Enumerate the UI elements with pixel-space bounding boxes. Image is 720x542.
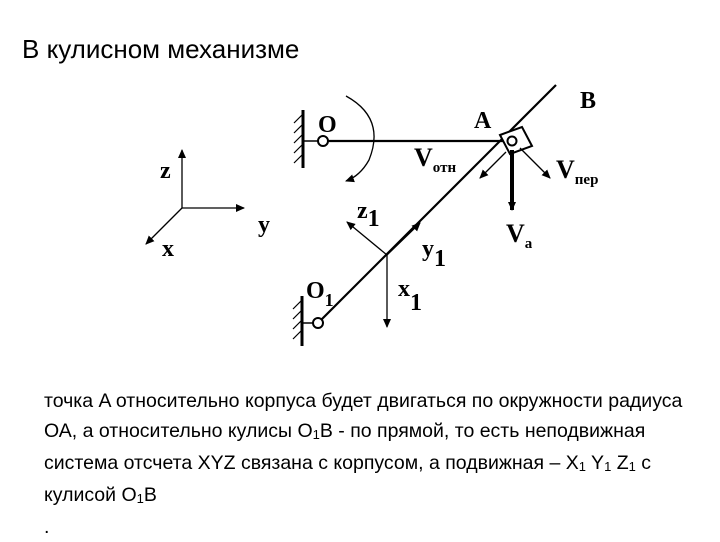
y1-label: y1 <box>422 236 446 272</box>
explanation-paragraph: точка A относительно корпуса будет двигаться по окружности радиуса ОА, а относительно кулисы $O_1B$ - по прямой, то есть неподвижная система отсчета XYZ связана с корпусом, а подвижная – $X_1$ $Y_1$ $Z_1$ с кулисой $O_1B$ . <box>44 390 683 538</box>
v-a-label: $V_a$ <box>506 219 533 252</box>
fixed-frame-xyz <box>146 150 270 262</box>
hinge-A <box>508 137 517 146</box>
support-O <box>294 110 337 168</box>
x1-label: x1 <box>398 276 422 316</box>
A-label: A <box>474 108 492 134</box>
B-label: B <box>580 88 597 114</box>
rotation-arrow <box>346 96 374 181</box>
O-label: O <box>318 112 337 138</box>
slotted-link-O1B <box>318 85 556 323</box>
y1-axis <box>387 223 420 255</box>
v-rel-label: $V_{отн}$ <box>414 143 457 176</box>
hinge-O1 <box>313 318 323 328</box>
z-label: z <box>160 158 171 184</box>
moving-frame-x1y1z1 <box>347 198 446 327</box>
velocity-vectors <box>414 143 598 252</box>
v-transport-arrow <box>520 148 550 178</box>
y-label: y <box>258 212 270 238</box>
slide-title: В кулисном механизме <box>22 34 300 64</box>
x-label: x <box>162 236 174 262</box>
slider-A <box>474 88 596 154</box>
z1-label: z1 <box>357 198 380 232</box>
O1-label: $O_1$ <box>306 278 334 310</box>
v-tr-label: $V_{пер}$ <box>556 155 599 188</box>
